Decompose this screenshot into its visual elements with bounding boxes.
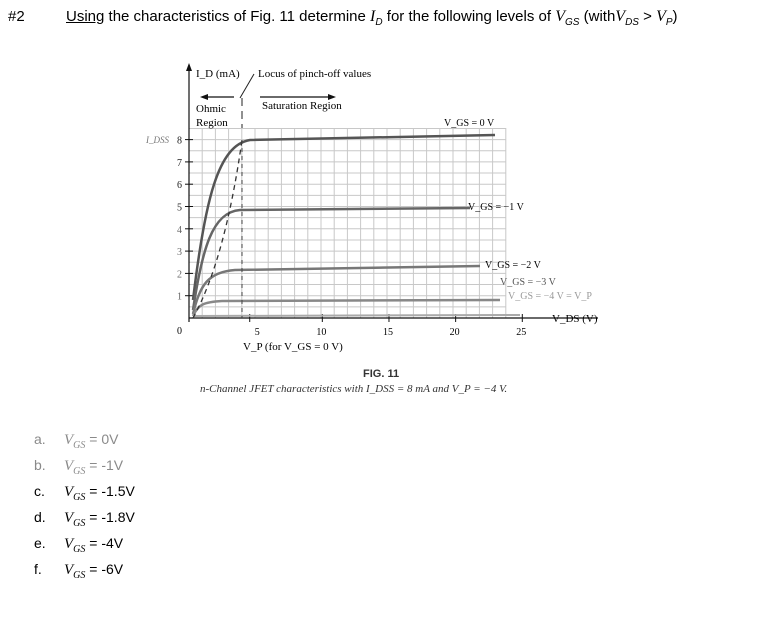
part-letter: a. [34, 431, 46, 447]
x-axis-label: V_DS (V) [552, 313, 598, 325]
prompt-with: (with [583, 8, 616, 25]
prompt-gt: > [643, 8, 652, 25]
part-letter: c. [34, 483, 45, 499]
list-item [34, 452, 135, 478]
part-letter: b. [34, 457, 46, 473]
part-var: $V_{GS}$ [64, 432, 86, 451]
prompt-text: the characteristics of Fig. 11 determine [108, 8, 366, 25]
part-value: = 0V [89, 431, 119, 447]
curve-label-0v: V_GS = 0 V [444, 118, 495, 129]
vp-note: V_P (for V_GS = 0 V) [243, 341, 343, 353]
ohmic-label-2: Region [196, 117, 228, 129]
prompt-mid: for the following levels of [386, 8, 552, 25]
part-var: $V_{GS}$ [64, 510, 86, 529]
prompt-id-var: I [370, 8, 376, 25]
prompt-vds-var: V [615, 8, 626, 25]
ohmic-arrow-icon [200, 94, 208, 100]
curve-vgs-minus1v [193, 208, 470, 310]
y-tick-label: 8 [177, 135, 182, 147]
prompt-vgs-sub: GS [565, 17, 580, 28]
part-value: = -1.5V [89, 483, 135, 499]
x-tick-label: 25 [516, 327, 527, 338]
x-tick-label: 20 [449, 327, 460, 338]
part-value: = -1.8V [89, 509, 135, 525]
caption-text: n-Channel JFET characteristics with I_DSS = 8 mA and V_P = −4 V. [200, 383, 508, 395]
part-var: $V_{GS}$ [64, 562, 86, 581]
locus-label: Locus of pinch-off values [258, 68, 372, 80]
y-tick-label: 7 [177, 157, 182, 169]
curve-vgs-minus3v [193, 300, 500, 316]
curve-label-minus4v: V_GS = −4 V = V_P [508, 291, 592, 302]
origin-label: 0 [177, 326, 182, 337]
question-number: #2 [8, 8, 25, 25]
y-tick-label: 4 [177, 224, 182, 236]
y-tick-label: 3 [177, 247, 182, 259]
list-item [34, 504, 135, 530]
prompt-close: ) [672, 8, 678, 25]
part-var: $V_{GS}$ [64, 484, 86, 503]
locus-leader-line [240, 74, 254, 98]
prompt-vgs-var: V [555, 8, 565, 25]
ohmic-label-1: Ohmic [196, 103, 226, 115]
axis-ticks [177, 136, 526, 338]
caption-title: FIG. 11 [363, 368, 400, 380]
part-var: $V_{GS}$ [64, 458, 86, 477]
y-tick-label: 6 [177, 180, 182, 192]
curve-label-minus3v: V_GS = −3 V [500, 277, 556, 288]
prompt-underlined-word: Using [66, 8, 105, 25]
part-value: = -4V [89, 535, 124, 551]
part-var: $V_{GS}$ [64, 536, 86, 555]
prompt-vds-sub: DS [625, 17, 639, 28]
list-item [34, 478, 135, 504]
y-tick-label: 2 [177, 269, 182, 281]
prompt-vp-sub: P [665, 17, 673, 28]
part-letter: f. [34, 561, 42, 577]
y-axis-label: I_D (mA) [196, 68, 240, 80]
curve-vgs-minus4v [193, 315, 520, 316]
part-value: = -1V [89, 457, 124, 473]
part-letter: d. [34, 509, 46, 525]
figure-grid [189, 128, 506, 318]
prompt-id-sub: D [375, 17, 383, 28]
x-tick-label: 15 [382, 327, 393, 338]
x-tick-label: 10 [316, 327, 327, 338]
idss-label: I_DSS [146, 135, 169, 145]
curve-label-minus2v: V_GS = −2 V [485, 260, 541, 271]
curve-label-minus1v: V_GS = −1 V [468, 202, 524, 213]
saturation-label: Saturation Region [262, 100, 342, 112]
part-letter: e. [34, 535, 46, 551]
prompt-vp-var: V [656, 8, 666, 25]
answer-parts-list [34, 426, 135, 582]
list-item [34, 530, 135, 556]
list-item [34, 556, 135, 582]
part-value: = -6V [89, 561, 124, 577]
list-item [34, 426, 135, 452]
y-tick-label: 5 [177, 202, 182, 214]
y-tick-label: 1 [177, 291, 182, 303]
y-axis-arrow-icon [186, 63, 192, 71]
x-tick-label: 5 [254, 327, 260, 338]
